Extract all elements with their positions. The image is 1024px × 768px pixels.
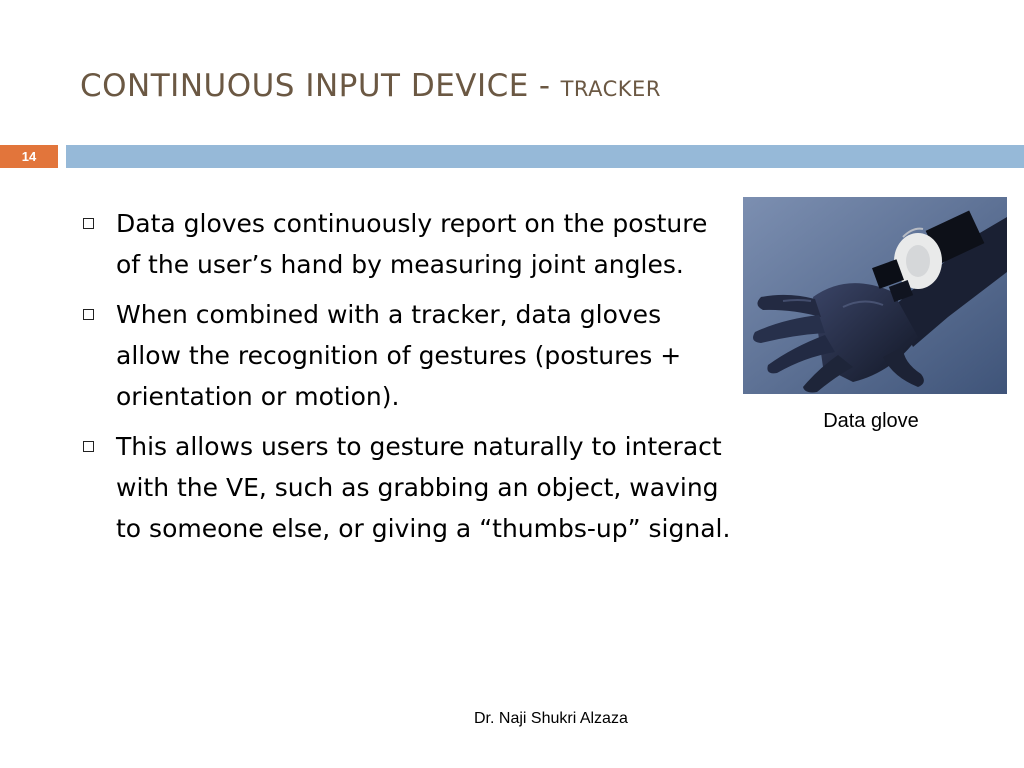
bullet-text: This allows users to gesture naturally to interact with the VE, such as grabbing an object, waving to someone else, or giving a “thumbs-up” signal. [116, 432, 731, 543]
checkbox-bullet-icon [83, 218, 94, 229]
slide-number: 14 [0, 145, 58, 168]
header-divider-bar [66, 145, 1024, 168]
slide-title [80, 68, 661, 104]
image-caption: Data glove [823, 410, 919, 432]
data-glove-image [743, 197, 1007, 394]
bullet-list [82, 203, 732, 558]
title-main: CONTINUOUS INPUT DEVICE [80, 68, 529, 104]
title-separator: - [538, 68, 551, 104]
title-subtitle: TRACKER [560, 77, 661, 101]
bullet-item [82, 203, 732, 285]
checkbox-bullet-icon [83, 309, 94, 320]
checkbox-bullet-icon [83, 441, 94, 452]
bullet-item [82, 426, 732, 549]
data-glove-photo-icon [743, 197, 1007, 394]
footer-author: Dr. Naji Shukri Alzaza [474, 710, 628, 727]
bullet-text: When combined with a tracker, data gloves allow the recognition of gestures (postures + orientation or motion). [116, 300, 682, 411]
bullet-item [82, 294, 732, 417]
bullet-text: Data gloves continuously report on the posture of the user’s hand by measuring joint angles. [116, 209, 708, 279]
